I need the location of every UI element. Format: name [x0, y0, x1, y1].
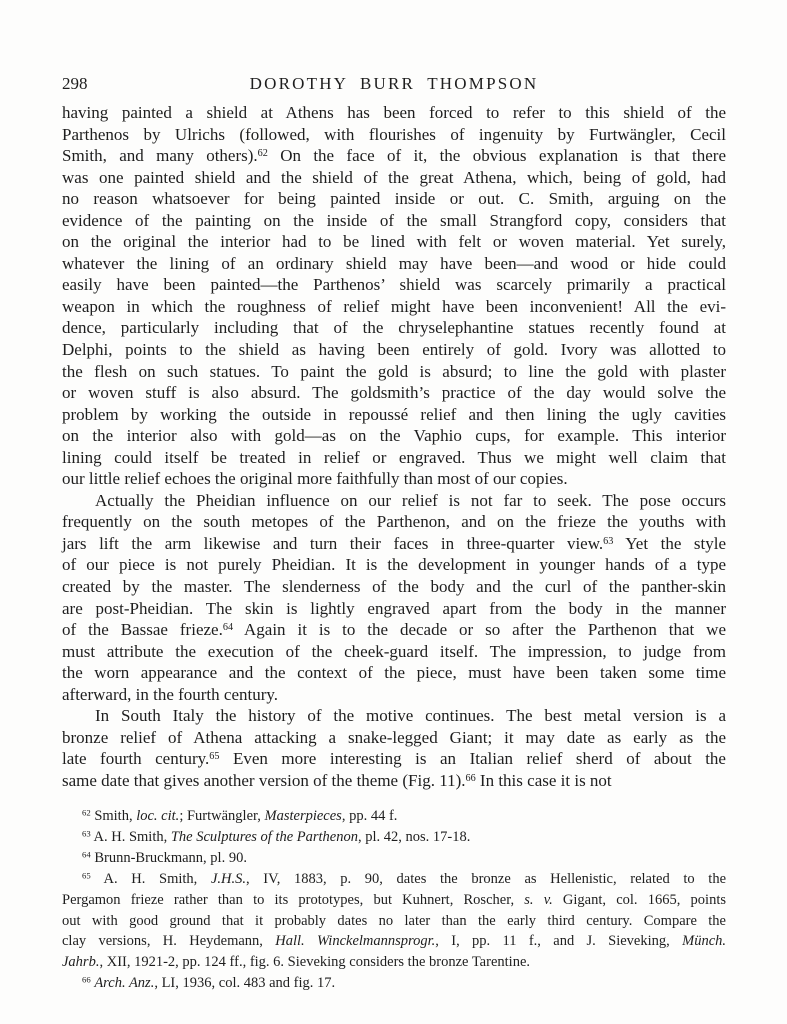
text-line: are post-Pheidian. The skin is lightly engraved apart from the body in the manner: [62, 598, 726, 618]
text-line: In South Italy the history of the motive continues. The best metal version is a: [95, 706, 726, 726]
text-line: created by the master. The slenderness of the body and the curl of the panther-skin: [62, 577, 726, 597]
page-header: [62, 74, 726, 96]
text-line: $^{66}$ Arch. Anz., LI, 1936, col. 483 and fig. 17.: [82, 974, 336, 992]
footnotes: [62, 806, 726, 994]
text-line: Actually the Pheidian influence on our relief is not far to seek. The pose occurs: [95, 490, 726, 510]
text-line: $^{63}$ A. H. Smith, The Sculptures of the Parthenon, pl. 42, nos. 17-18.: [82, 828, 471, 845]
text-line: the worn appearance and the context of the piece, must have been taken some time: [62, 663, 726, 683]
text-line: the flesh on such statues. To paint the gold is absurd; to line the gold with plaster: [62, 361, 726, 381]
text-line: weapon in which the roughness of relief might have been inconvenient! All the evi-: [62, 296, 726, 316]
text-line: easily have been painted—the Parthenos’ shield was scarcely primarily a practical: [62, 275, 726, 295]
text-line: Pergamon frieze rather than to its prototypes, but Kuhnert, Roscher, s. v. Gigant, col. 1665, points: [62, 891, 726, 908]
text-line: afterward, in the fourth century.: [62, 684, 279, 704]
text-line: Parthenos by Ulrichs (followed, with flourishes of ingenuity by Furtwängler, Cecil: [62, 124, 726, 144]
text-line: evidence of the painting on the inside of the small Strangford copy, considers that: [62, 210, 726, 230]
text-line: $^{64}$ Brunn-Bruckmann, pl. 90.: [82, 849, 247, 866]
text-line: dence, particularly including that of the chryselephantine statues recently found at: [62, 318, 726, 338]
footnote: [62, 827, 726, 848]
text-line: or woven stuff is also absurd. The goldsmith’s practice of the day would solve the: [62, 383, 726, 403]
text-line: our little relief echoes the original more faithfully than most of our copies.: [62, 469, 568, 489]
text-line: $^{65}$ A. H. Smith, J.H.S., IV, 1883, p. 90, dates the bronze as Hellenistic, related to the: [82, 870, 726, 887]
text-line: Delphi, points to the shield as having been entirely of gold. Ivory was allotted to: [62, 340, 726, 360]
footnote: [62, 806, 726, 827]
running-head: DOROTHY BURR THOMPSON: [249, 74, 539, 93]
body-text: [62, 102, 726, 792]
page-number: 298: [62, 74, 88, 93]
text-line: whatever the lining of an ordinary shield may have been—and wood or hide could: [62, 253, 726, 273]
paragraph: [62, 705, 726, 791]
text-line: bronze relief of Athena attacking a snake-legged Giant; it may date as early as the: [62, 727, 726, 747]
text-line: late fourth century.$^{65}$ Even more interesting is an Italian relief sherd of about the: [62, 749, 726, 769]
footnote: [62, 973, 726, 994]
paragraph: [62, 102, 726, 490]
text-line: of the Bassae frieze.$^{64}$ Again it is to the decade or so after the Parthenon that we: [62, 620, 726, 640]
paragraph: [62, 490, 726, 705]
text-line: out with good ground that it probably dates no later than the early third century. Compare the: [62, 912, 726, 929]
text-line: frequently on the south metopes of the Parthenon, and on the frieze the youths with: [62, 512, 726, 532]
text-line: same date that gives another version of the theme (Fig. 11).$^{66}$ In this case it is not: [62, 770, 612, 790]
text-line: was one painted shield and the shield of the great Athena, which, being of gold, had: [62, 167, 726, 187]
text-line: clay versions, H. Heydemann, Hall. Winckelmannsprogr., I, pp. 11 f., and J. Sieveking, Münch.: [62, 933, 726, 950]
footnote: [62, 848, 726, 869]
text-line: jars lift the arm likewise and turn their faces in three-quarter view.$^{63}$ Yet the style: [62, 533, 726, 553]
footnote: [62, 869, 726, 974]
text-line: $^{62}$ Smith, loc. cit.; Furtwängler, Masterpieces, pp. 44 f.: [82, 807, 398, 824]
text-line: Smith, and many others).$^{62}$ On the face of it, the obvious explanation is that there: [62, 146, 726, 166]
text-line: no reason whatsoever for being painted inside or out. C. Smith, arguing on the: [62, 189, 726, 209]
text-line: on the original the interior had to be lined with felt or woven material. Yet surely,: [62, 232, 726, 252]
text-line: problem by working the outside in repoussé relief and then lining the ugly cavities: [62, 404, 726, 424]
text-line: of our piece is not purely Pheidian. It is the development in younger hands of a type: [62, 555, 726, 575]
text-line: Jahrb., XII, 1921-2, pp. 124 ff., fig. 6. Sieveking considers the bronze Tarentine.: [62, 954, 531, 971]
text-line: on the interior also with gold—as on the Vaphio cups, for example. This interior: [62, 426, 726, 446]
text-line: must attribute the execution of the cheek-guard itself. The impression, to judge from: [62, 641, 726, 661]
text-line: having painted a shield at Athens has been forced to refer to this shield of the: [62, 103, 726, 122]
text-line: lining could itself be treated in relief or engraved. Thus we might well claim that: [62, 447, 726, 467]
